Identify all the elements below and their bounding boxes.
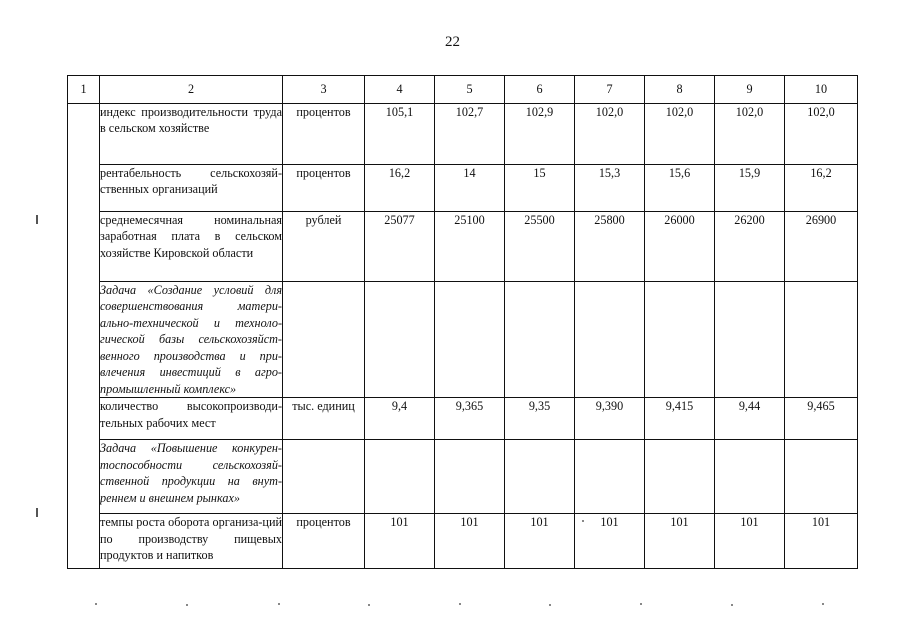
- table-row: [68, 514, 858, 569]
- value-cell: 102,0: [715, 104, 785, 165]
- value-cell: [435, 440, 505, 514]
- value-cell: 15,6: [645, 165, 715, 212]
- value-cell: 101: [715, 514, 785, 569]
- value-cell: 25100: [435, 212, 505, 282]
- value-cell: [785, 440, 858, 514]
- value-cell: 16,2: [365, 165, 435, 212]
- value-cell: 102,0: [645, 104, 715, 165]
- value-cell: [645, 440, 715, 514]
- scan-speck: [640, 603, 642, 605]
- scan-speck: [549, 604, 551, 606]
- header-cell: 7: [575, 76, 645, 104]
- header-cell: 3: [283, 76, 365, 104]
- indicator-name: количество высокопроизводи-тельных рабочих мест: [100, 398, 283, 440]
- header-cell: 9: [715, 76, 785, 104]
- unit-cell: [283, 440, 365, 514]
- value-cell: [645, 282, 715, 398]
- scan-speck: [731, 604, 733, 606]
- header-cell: 4: [365, 76, 435, 104]
- value-cell: 101: [435, 514, 505, 569]
- header-cell: 5: [435, 76, 505, 104]
- value-cell: [785, 282, 858, 398]
- unit-cell: [283, 282, 365, 398]
- value-cell: 15: [505, 165, 575, 212]
- unit-cell: тыс. единиц: [283, 398, 365, 440]
- value-cell: [365, 440, 435, 514]
- value-cell: 101: [645, 514, 715, 569]
- scan-speck: [459, 603, 461, 605]
- value-cell: 9,35: [505, 398, 575, 440]
- header-row: [68, 76, 858, 104]
- unit-cell: процентов: [283, 165, 365, 212]
- value-cell: 101: [365, 514, 435, 569]
- table-row: [68, 104, 858, 165]
- value-cell: 26900: [785, 212, 858, 282]
- indicators-table: [67, 75, 858, 569]
- header-cell: 1: [68, 76, 100, 104]
- value-cell: 102,7: [435, 104, 505, 165]
- value-cell: 9,365: [435, 398, 505, 440]
- value-cell: [365, 282, 435, 398]
- value-cell: 15,9: [715, 165, 785, 212]
- indicator-name: рентабельность сельскохозяй-ственных организаций: [100, 165, 283, 212]
- scan-speck: [36, 215, 38, 224]
- value-cell: 26000: [645, 212, 715, 282]
- table-row: [68, 165, 858, 212]
- value-cell: 105,1: [365, 104, 435, 165]
- header-cell: 8: [645, 76, 715, 104]
- header-cell: 6: [505, 76, 575, 104]
- value-cell: 101: [505, 514, 575, 569]
- table-row: [68, 212, 858, 282]
- value-cell: [505, 282, 575, 398]
- row-number-cell: [68, 104, 100, 569]
- value-cell: [715, 282, 785, 398]
- scan-speck: [186, 604, 188, 606]
- header-cell: 10: [785, 76, 858, 104]
- value-cell: 25500: [505, 212, 575, 282]
- task-heading: Задача «Повышение конкурен-тоспособности сельскохозяй-ственной продукции на внут-реннем и внешнем рынках»: [100, 440, 283, 514]
- scan-speck: [95, 603, 97, 605]
- indicator-name: среднемесячная номинальная заработная плата в сельском хозяйстве Кировской области: [100, 212, 283, 282]
- unit-cell: процентов: [283, 514, 365, 569]
- table-row: [68, 282, 858, 398]
- value-cell: 9,4: [365, 398, 435, 440]
- value-cell: 16,2: [785, 165, 858, 212]
- indicator-name: темпы роста оборота организа-ций по производству пищевых продуктов и напитков: [100, 514, 283, 569]
- value-cell: 26200: [715, 212, 785, 282]
- value-cell: 102,0: [785, 104, 858, 165]
- table-row: [68, 398, 858, 440]
- value-cell: 14: [435, 165, 505, 212]
- value-cell: 15,3: [575, 165, 645, 212]
- value-cell: 9,415: [645, 398, 715, 440]
- value-cell: 101: [575, 514, 645, 569]
- value-cell: 102,0: [575, 104, 645, 165]
- scan-speck: [36, 508, 38, 517]
- scan-speck: [278, 603, 280, 605]
- table-row: [68, 440, 858, 514]
- scan-speck: [582, 520, 584, 522]
- value-cell: 25800: [575, 212, 645, 282]
- unit-cell: процентов: [283, 104, 365, 165]
- header-cell: 2: [100, 76, 283, 104]
- value-cell: 9,44: [715, 398, 785, 440]
- value-cell: 9,465: [785, 398, 858, 440]
- value-cell: [505, 440, 575, 514]
- value-cell: [575, 282, 645, 398]
- value-cell: [715, 440, 785, 514]
- value-cell: [435, 282, 505, 398]
- value-cell: 9,390: [575, 398, 645, 440]
- value-cell: 102,9: [505, 104, 575, 165]
- scan-speck: [368, 604, 370, 606]
- value-cell: 25077: [365, 212, 435, 282]
- scan-speck: [822, 603, 824, 605]
- task-heading: Задача «Создание условий для совершенствования матери-ально-технической и техноло-гической базы сельскохозяйст-венного производства и при-влечения инвестиций в агро-промышленный комплекс»: [100, 283, 282, 396]
- page-number: 22: [445, 34, 460, 50]
- unit-cell: рублей: [283, 212, 365, 282]
- value-cell: [575, 440, 645, 514]
- value-cell: 101: [785, 514, 858, 569]
- indicator-name: индекс производительности труда в сельском хозяйстве: [100, 104, 283, 165]
